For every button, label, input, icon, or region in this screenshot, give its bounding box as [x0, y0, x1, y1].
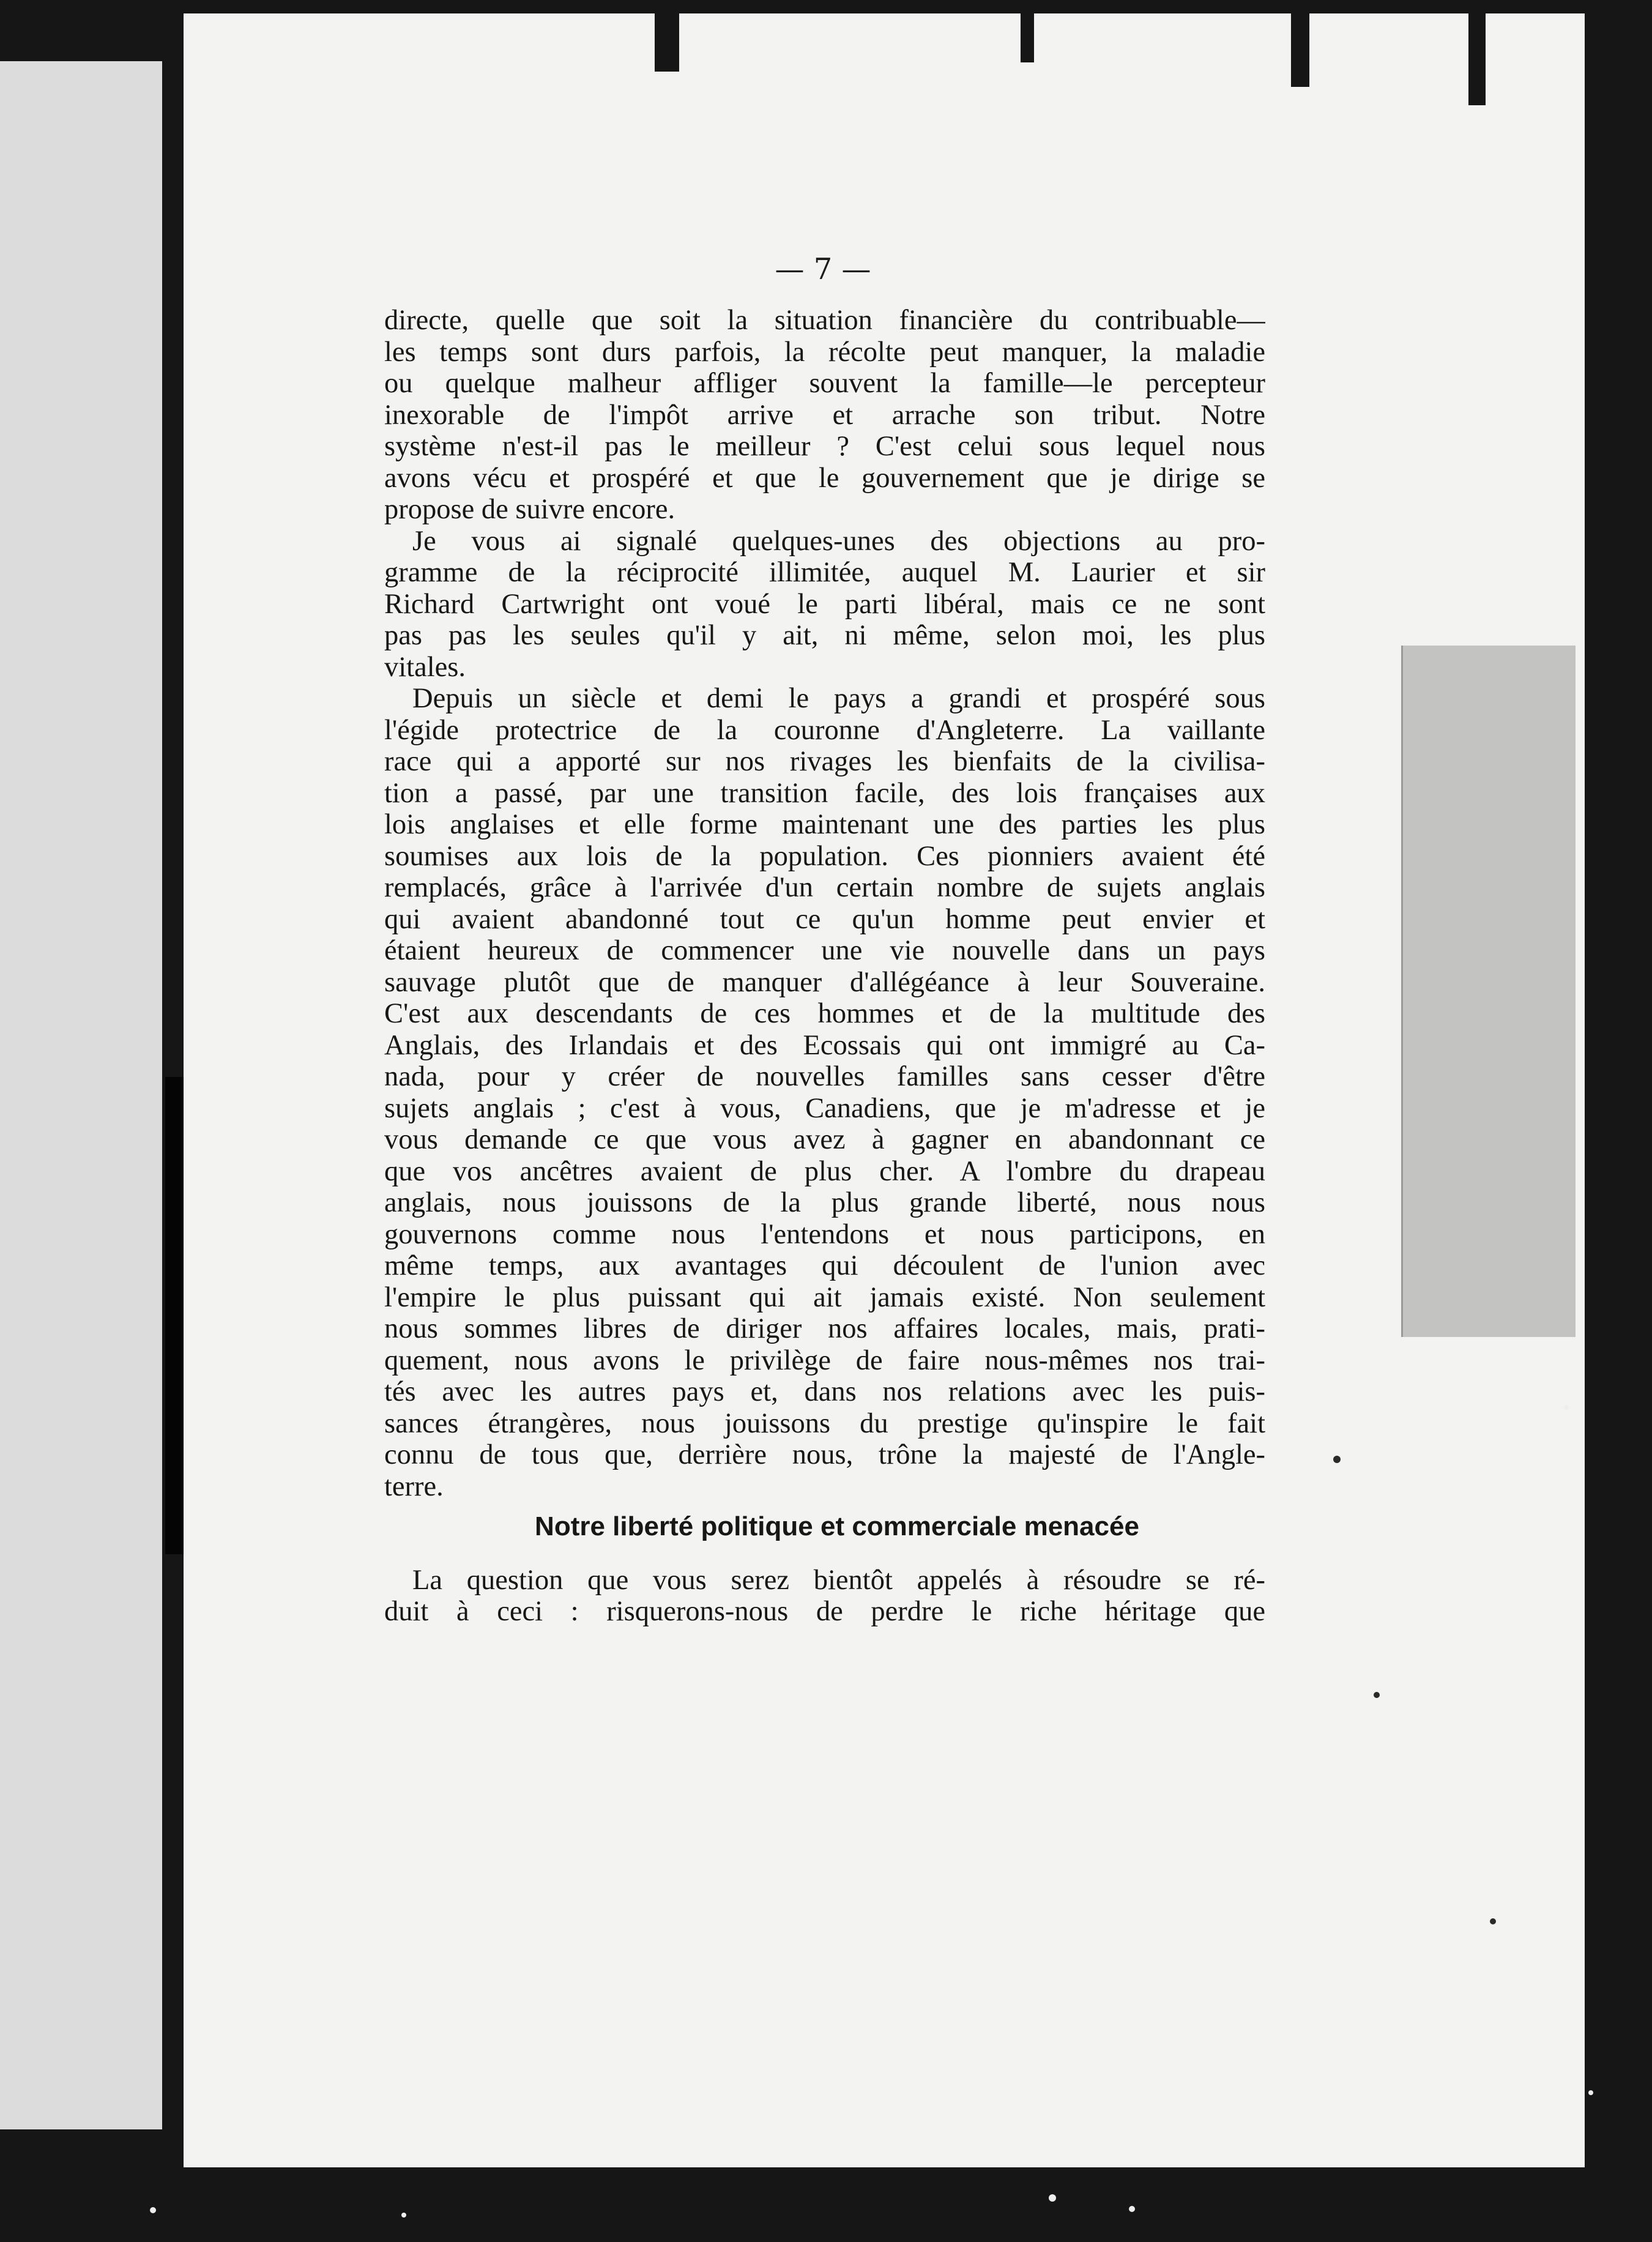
text-line: inexorable de l'impôt arrive et arrache son tribut. Notre [384, 399, 1265, 431]
text-line: vitales. [384, 651, 466, 683]
text-line: l'égide protectrice de la couronne d'Angleterre. La vaillante [384, 714, 1265, 746]
text-line: sauvage plutôt que de manquer d'allégéance à leur Souveraine. [384, 966, 1265, 998]
text-line: Richard Cartwright ont voué le parti libéral, mais ce ne sont [384, 588, 1265, 620]
page-tear [655, 13, 679, 72]
text-line: quement, nous avons le privilège de faire nous-mêmes nos trai- [384, 1344, 1265, 1376]
page-number: — 7 — [775, 252, 871, 286]
text-line: nous sommes libres de diriger nos affaires locales, mais, prati- [384, 1313, 1265, 1344]
text-line: gouvernons comme nous l'entendons et nous participons, en [384, 1218, 1265, 1250]
text-line: nada, pour y créer de nouvelles familles sans cesser d'être [384, 1061, 1265, 1092]
text-line: duit à ceci : risquerons-nous de perdre le riche héritage que [384, 1596, 1265, 1627]
text-line: Je vous ai signalé quelques-unes des objections au pro- [412, 525, 1265, 557]
text-line: même temps, aux avantages qui découlent de l'union avec [384, 1250, 1265, 1281]
body-text [384, 305, 1265, 1628]
text-line: propose de suivre encore. [384, 494, 675, 525]
text-line: que vos ancêtres avaient de plus cher. A l'ombre du drapeau [384, 1155, 1265, 1187]
text-line: connu de tous que, derrière nous, trône la majesté de l'Angle- [384, 1439, 1265, 1470]
text-line: sujets anglais ; c'est à vous, Canadiens, que je m'adresse et je [384, 1092, 1265, 1124]
paragraph-1 [384, 305, 1265, 526]
text-line: système n'est-il pas le meilleur ? C'est celui sous lequel nous [384, 431, 1265, 462]
text-line: tés avec les autres pays et, dans nos relations avec les puis- [384, 1376, 1265, 1407]
text-line: gramme de la réciprocité illimitée, auquel M. Laurier et sir [384, 557, 1265, 588]
text-line: directe, quelle que soit la situation financière du contribuable— [384, 305, 1265, 336]
text-line: étaient heureux de commencer une vie nouvelle dans un pays [384, 935, 1265, 966]
text-line: qui avaient abandonné tout ce qu'un homme peut envier et [384, 903, 1265, 935]
page-tear [1021, 13, 1034, 62]
tape-edge [1401, 646, 1576, 1337]
text-line: race qui a apporté sur nos rivages les bienfaits de la civilisa- [384, 746, 1265, 777]
text-line: remplacés, grâce à l'arrivée d'un certain nombre de sujets anglais [384, 872, 1265, 903]
page-tear [1291, 13, 1309, 87]
paragraph-2 [384, 526, 1265, 683]
text-line: avons vécu et prospéré et que le gouvernement que je dirige se [384, 462, 1265, 494]
section-heading: Notre liberté politique et commerciale menacée [535, 1511, 1139, 1541]
text-line: l'empire le plus puissant qui ait jamais existé. Non seulement [384, 1281, 1265, 1313]
text-line: Anglais, des Irlandais et des Ecossais qui ont immigré au Ca- [384, 1029, 1265, 1061]
facing-page-edge [0, 61, 162, 2129]
text-line: La question que vous serez bientôt appelés à résoudre se ré- [412, 1564, 1265, 1596]
paragraph-4 [384, 1565, 1265, 1628]
text-line: anglais, nous jouissons de la plus grande liberté, nous nous [384, 1187, 1265, 1218]
text-line: Depuis un siècle et demi le pays a grandi et prospéré sous [412, 683, 1265, 714]
page-tear [1468, 13, 1486, 105]
text-line: ou quelque malheur affliger souvent la famille—le percepteur [384, 368, 1265, 399]
text-line: tion a passé, par une transition facile, des lois françaises aux [384, 777, 1265, 809]
text-line: C'est aux descendants de ces hommes et de la multitude des [384, 998, 1265, 1029]
text-line: sances étrangères, nous jouissons du prestige qu'inspire le fait [384, 1407, 1265, 1439]
text-line: les temps sont durs parfois, la récolte peut manquer, la maladie [384, 336, 1265, 368]
text-line: vous demande ce que vous avez à gagner en abandonnant ce [384, 1124, 1265, 1155]
text-line: soumises aux lois de la population. Ces pionniers avaient été [384, 840, 1265, 872]
paragraph-3 [384, 683, 1265, 1502]
text-line: terre. [384, 1470, 444, 1502]
text-line: pas pas les seules qu'il y ait, ni même, selon moi, les plus [384, 620, 1265, 651]
text-line: lois anglaises et elle forme maintenant une des parties les plus [384, 809, 1265, 840]
